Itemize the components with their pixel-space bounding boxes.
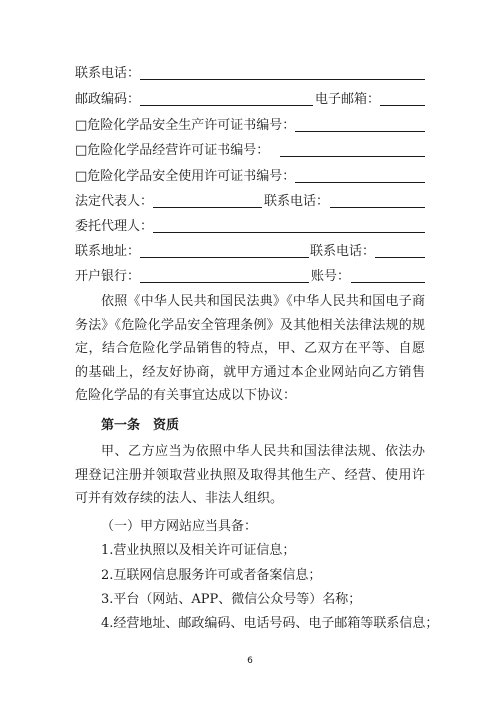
bank-underline[interactable] xyxy=(137,282,309,283)
legal-rep-label: 法定代表人： xyxy=(75,192,153,212)
agent-underline[interactable] xyxy=(150,232,425,233)
bank-row xyxy=(75,267,425,287)
license-use-label: □危险化学品安全使用许可证书编号： xyxy=(75,167,295,187)
license-safety-label: □危险化学品安全生产许可证书编号： xyxy=(75,116,295,136)
license-safety-underline[interactable] xyxy=(280,131,425,132)
legal-rep-underline[interactable] xyxy=(150,207,262,208)
list-item: 2.互联网信息服务许可或者备案信息； xyxy=(101,568,322,583)
address-label: 联系地址： xyxy=(75,242,140,262)
address-row xyxy=(75,242,425,262)
list-item: 1.营业执照以及相关许可证信息； xyxy=(101,543,296,558)
postal-code-label: 邮政编码： xyxy=(75,90,140,110)
list-item: 4.经营地址、邮政编码、电话号码、电子邮箱等联系信息； xyxy=(101,616,439,631)
address-phone-label: 联系电话： xyxy=(310,242,375,262)
phone-underline[interactable] xyxy=(137,79,425,80)
address-phone-underline[interactable] xyxy=(375,257,425,258)
address-underline[interactable] xyxy=(137,257,309,258)
bank-label: 开户银行： xyxy=(75,267,140,287)
email-underline[interactable] xyxy=(380,105,425,106)
license-safety-row xyxy=(75,116,425,136)
license-business-row xyxy=(75,141,425,161)
legal-rep-phone-label: 联系电话： xyxy=(264,192,329,212)
article-1-number: 第一条 xyxy=(101,418,141,433)
license-use-row xyxy=(75,167,425,187)
legal-rep-phone-underline[interactable] xyxy=(330,207,425,208)
postal-email-row xyxy=(75,90,425,110)
page-number: 6 xyxy=(247,656,253,666)
article-1-heading xyxy=(101,416,179,436)
account-label: 账号： xyxy=(311,267,350,287)
article-1-subheading: （一）甲方网站应当具备： xyxy=(101,519,258,534)
article-1-paragraph: 甲、乙方应当为依照中华人民共和国法律法规、依法办理登记注册并领取营业执照及取得其他生产、经营、使用许可并有效存续的法人、非法人组织。 xyxy=(75,444,425,506)
intro-paragraph: 依照《中华人民共和国民法典》《中华人民共和国电子商务法》《危险化学品安全管理条例》及其他相关法律法规的规定，结合危险化学品销售的特点，甲、乙双方在平等、自愿的基础上，经友好协商，就甲方通过本企业网站向乙方销售危险化学品的有关事宜达成以下协议： xyxy=(75,294,425,403)
article-1-title: 资质 xyxy=(153,418,180,433)
agent-label: 委托代理人： xyxy=(75,217,153,237)
license-business-label: □危险化学品经营许可证书编号： xyxy=(75,141,269,161)
license-business-underline[interactable] xyxy=(280,156,425,157)
legal-rep-row xyxy=(75,192,425,212)
phone-label: 联系电话： xyxy=(75,64,140,84)
email-label: 电子邮箱： xyxy=(315,90,380,110)
list-item: 3.平台（网站、APP、微信公众号等）名称； xyxy=(101,592,362,607)
postal-code-underline[interactable] xyxy=(137,105,313,106)
phone-row xyxy=(75,64,425,84)
agent-row xyxy=(75,217,425,237)
account-underline[interactable] xyxy=(351,282,425,283)
license-use-underline[interactable] xyxy=(280,182,425,183)
